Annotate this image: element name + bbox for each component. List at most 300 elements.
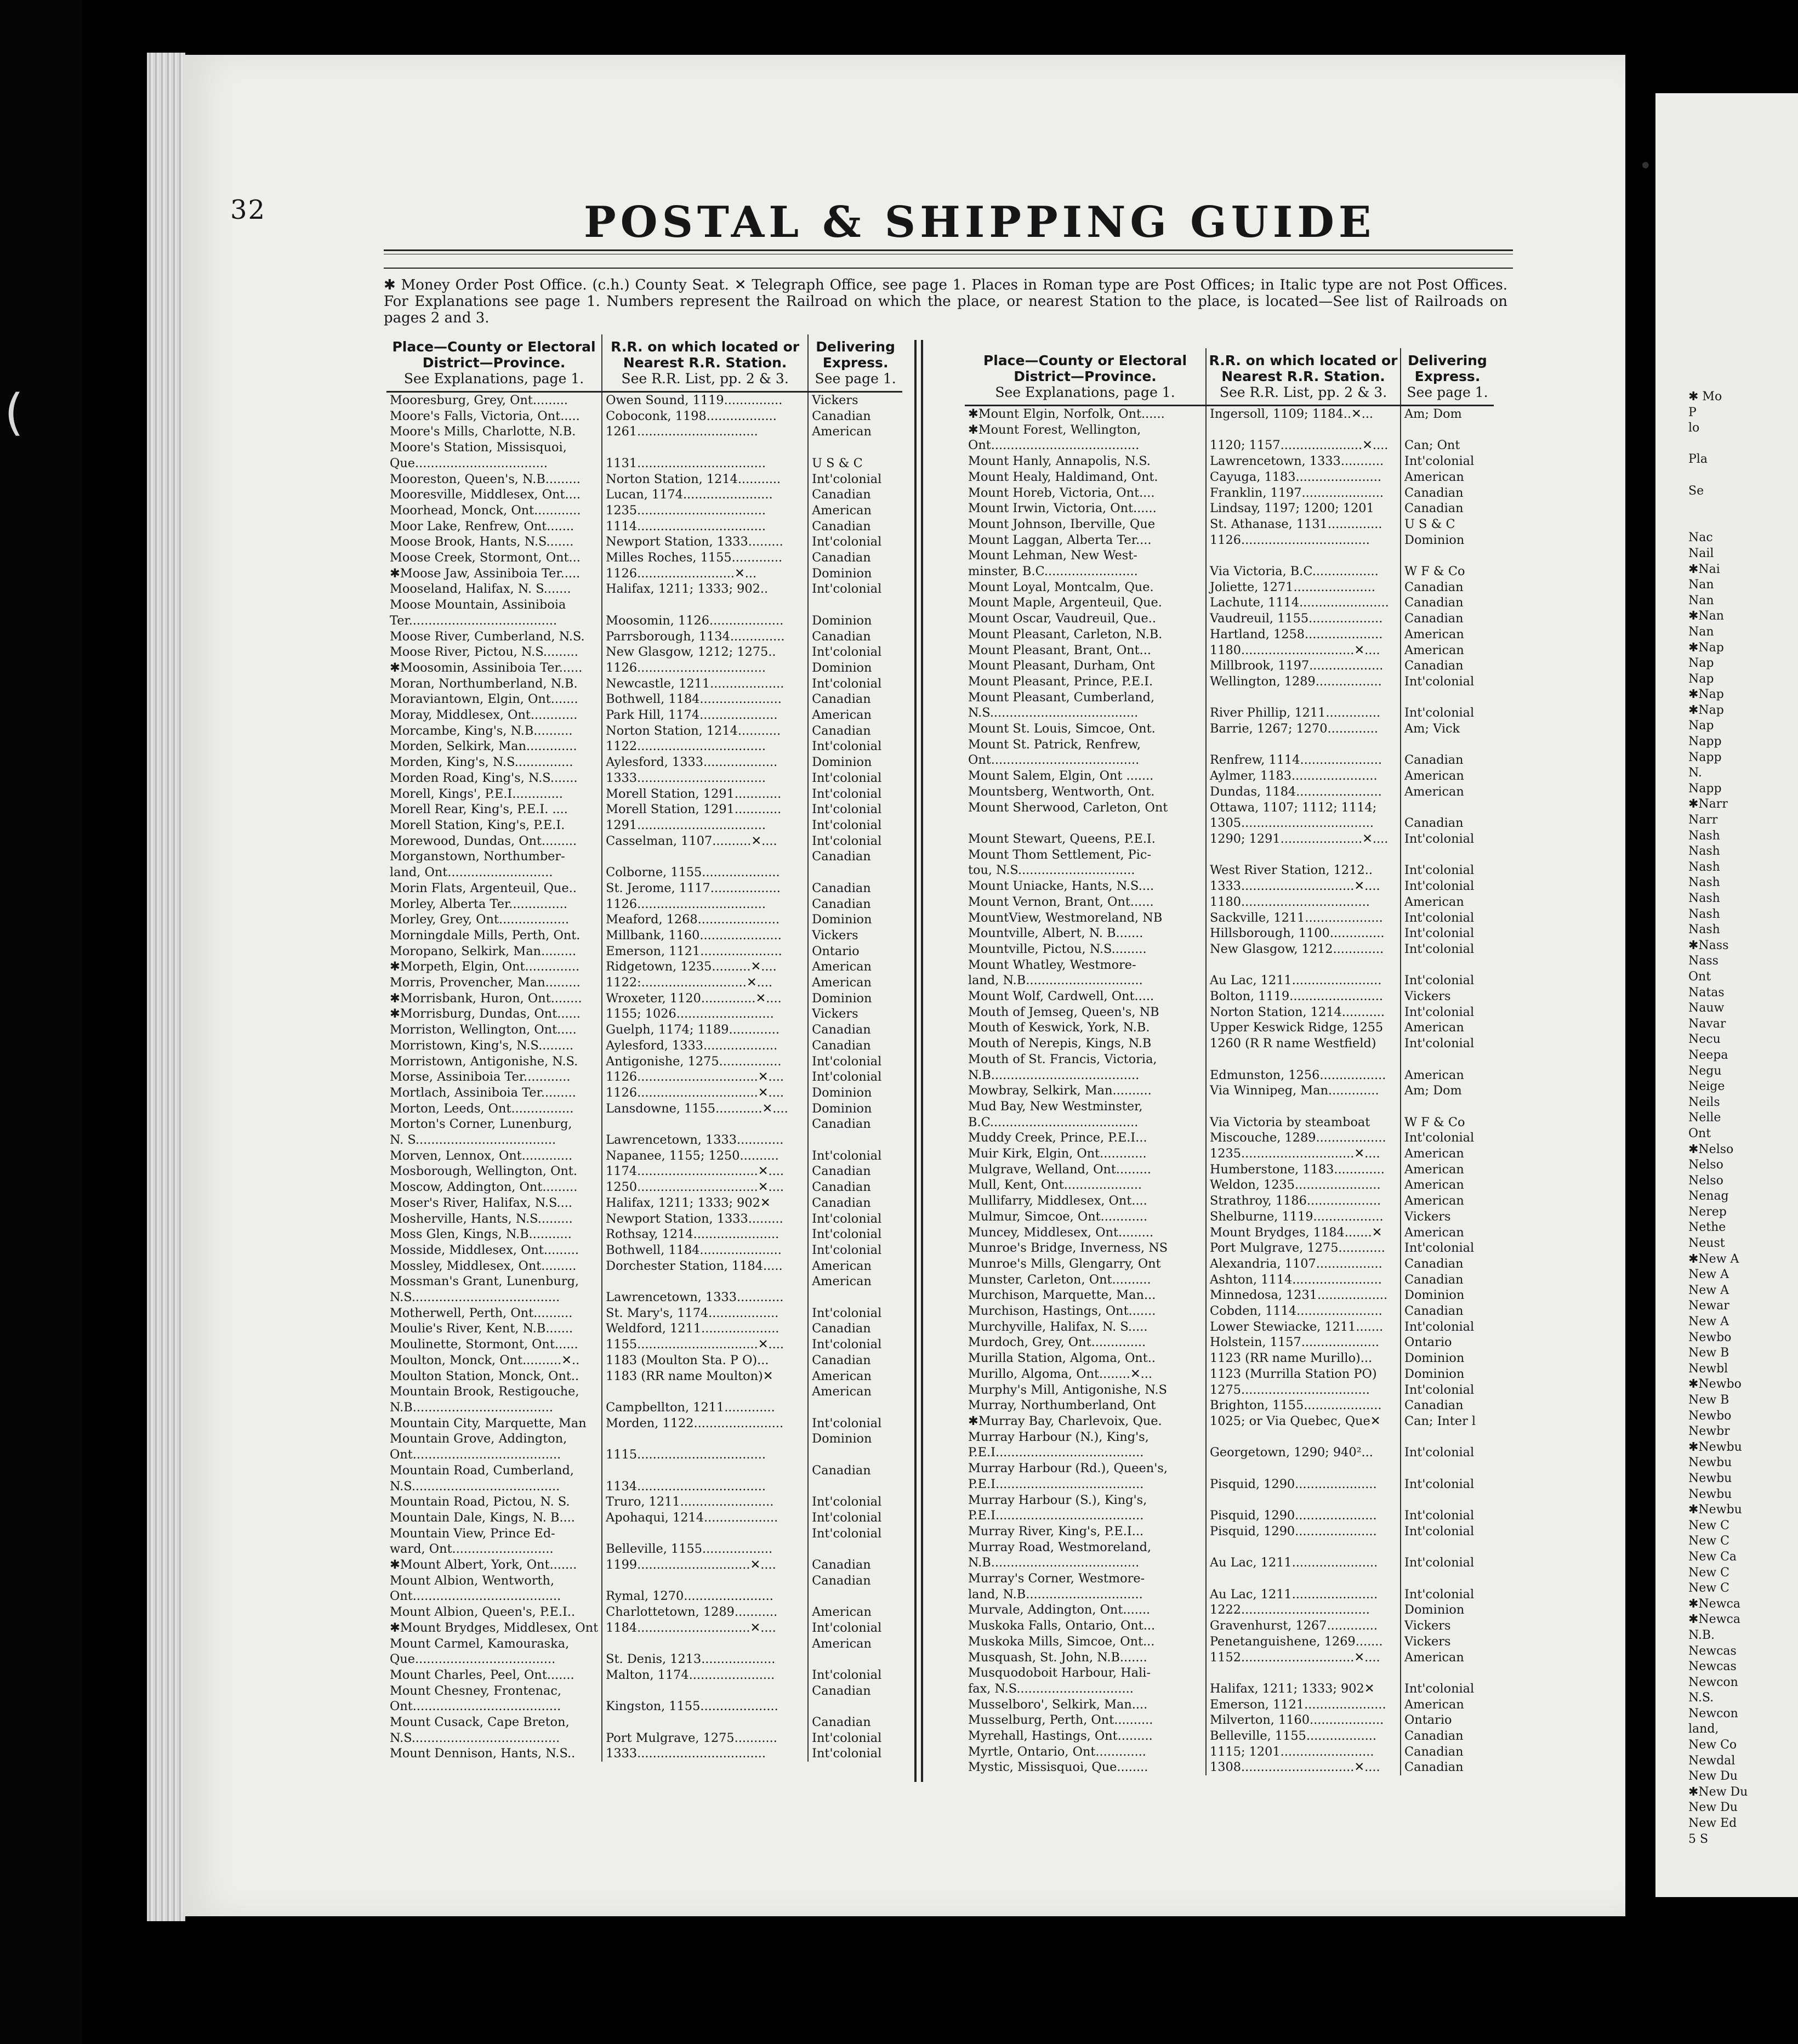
scan-background-left: [0, 0, 82, 2044]
table-row: [386, 676, 902, 692]
table-row: [965, 1665, 1494, 1681]
place-cell: Mountain Dale, Kings, N. B....: [390, 1510, 575, 1525]
table-row: [386, 1258, 902, 1274]
right-page-fragment-line: [1688, 515, 1748, 531]
railroad-cell: Bolton, 1119........................: [1206, 989, 1401, 1004]
place-cell: ✱Morpeth, Elgin, Ont..............: [390, 959, 580, 974]
railroad-cell: Brighton, 1155....................: [1206, 1398, 1401, 1413]
place-cell: Myrtle, Ontario, Ont.............: [968, 1744, 1146, 1759]
railroad-cell: Aylmer, 1183......................: [1206, 768, 1401, 784]
right-page-fragment-line: ✱Nap: [1688, 703, 1724, 717]
header-express: [808, 334, 902, 392]
right-page-fragment-line: Nap: [1688, 672, 1714, 686]
table-row: [386, 975, 902, 991]
place-cell: Murillo, Algoma, Ont........✕...: [968, 1366, 1153, 1381]
express-cell: Canadian: [1401, 1398, 1494, 1413]
railroad-cell: 1115; 1201........................: [1206, 1744, 1401, 1760]
table-row: [386, 613, 902, 629]
railroad-cell: Milverton, 1160...................: [1206, 1712, 1401, 1728]
header-place-sub-right: See Explanations, page 1.: [995, 384, 1175, 400]
place-cell: Musselburg, Perth, Ont..........: [968, 1713, 1153, 1728]
express-cell: American: [1401, 1193, 1494, 1209]
table-row: [386, 928, 902, 944]
express-cell: [808, 1400, 902, 1416]
railroad-cell: Belleville, 1155..................: [602, 1541, 808, 1557]
place-cell: Mullifarry, Middlesex, Ont....: [968, 1194, 1147, 1208]
table-row: [965, 878, 1494, 894]
header-rr-sub: See R.R. List, pp. 2 & 3.: [621, 371, 789, 387]
express-cell: American: [1401, 894, 1494, 910]
header-place-right: [965, 348, 1206, 406]
railroad-cell: 1025; or Via Quebec, Que✕: [1206, 1413, 1401, 1429]
railroad-cell: Pisquid, 1290.....................: [1206, 1524, 1401, 1540]
table-row: [386, 456, 902, 472]
railroad-cell: Meaford, 1268.....................: [602, 912, 808, 928]
table-row: [965, 1571, 1494, 1587]
express-cell: Dominion: [808, 660, 902, 676]
place-cell: Mouth of Keswick, York, N.B.: [968, 1020, 1150, 1035]
express-cell: Am; Dom: [1401, 406, 1494, 422]
page-stack-edge: [147, 53, 185, 1921]
place-cell: Mount Laggan, Alberta Ter....: [968, 532, 1152, 547]
table-row: [386, 1479, 902, 1495]
railroad-cell: 1291.................................: [602, 817, 808, 833]
express-cell: [1401, 690, 1494, 706]
place-cell: Moran, Northumberland, N.B.: [390, 676, 578, 691]
railroad-cell: 1290; 1291.....................✕....: [1206, 831, 1401, 847]
table-row: [965, 1618, 1494, 1634]
express-cell: Dominion: [808, 912, 902, 928]
right-page-fragment-line: ✱Nass: [1688, 938, 1729, 952]
table-row: [386, 754, 902, 770]
place-cell: Morden, King's, N.S...............: [390, 755, 573, 770]
right-page-fragment-line: Nenag: [1688, 1189, 1729, 1203]
right-page-fragment-line: ✱Newbu: [1688, 1503, 1742, 1517]
railroad-cell: Morell Station, 1291............: [602, 802, 808, 817]
right-page-fragment-line: Nash: [1688, 892, 1720, 905]
railroad-cell: 1333.............................✕....: [1206, 878, 1401, 894]
railroad-cell: Weldon, 1235......................: [1206, 1177, 1401, 1193]
place-cell: Moore's Station, Missisquoi,: [390, 440, 567, 455]
railroad-cell: [602, 440, 808, 456]
express-cell: Canadian: [1401, 658, 1494, 674]
right-page-fragment-line: New B: [1688, 1346, 1729, 1360]
table-row: [965, 674, 1494, 690]
railroad-cell: Bothwell, 1184.....................: [602, 1242, 808, 1258]
express-cell: Int'colonial: [1401, 1382, 1494, 1398]
right-page-fragment-line: Neepa: [1688, 1048, 1728, 1062]
place-cell: Mountain Road, Cumberland,: [390, 1463, 574, 1478]
place-cell: Mount Charles, Peel, Ont.......: [390, 1667, 574, 1682]
express-cell: Int'colonial: [1401, 1445, 1494, 1461]
table-row: [386, 1683, 902, 1699]
railroad-cell: Ridgetown, 1235..........✕....: [602, 959, 808, 975]
express-cell: [808, 597, 902, 613]
railroad-cell: Halifax, 1211; 1333; 902✕: [1206, 1681, 1401, 1697]
place-cell: Moray, Middlesex, Ont............: [390, 708, 578, 723]
railroad-cell: Lindsay, 1197; 1200; 1201: [1206, 501, 1401, 516]
railroad-cell: Pisquid, 1290.....................: [1206, 1477, 1401, 1492]
place-cell: minster, B.C........................: [968, 564, 1138, 579]
railroad-cell: 1235.................................: [602, 503, 808, 519]
railroad-cell: 1275.................................: [1206, 1382, 1401, 1398]
railroad-cell: Charlottetown, 1289...........: [602, 1604, 808, 1620]
railroad-cell: [602, 1116, 808, 1132]
express-cell: W F & Co: [1401, 1115, 1494, 1131]
table-row: [965, 862, 1494, 878]
right-column-block: [965, 348, 1494, 1775]
right-page-fragment-line: Nass: [1688, 954, 1719, 968]
table-row: [386, 550, 902, 566]
table-row: [386, 660, 902, 676]
place-cell: P.E.I......................................: [968, 1508, 1144, 1523]
table-row: [386, 1526, 902, 1542]
right-page-fragment-line: ✱Newca: [1688, 1597, 1740, 1611]
express-cell: American: [1401, 768, 1494, 784]
railroad-cell: [1206, 1665, 1401, 1681]
right-page-fragment-line: Natas: [1688, 985, 1725, 1000]
express-cell: Canadian: [808, 1163, 902, 1179]
right-page-fragment-line: Newbu: [1688, 1456, 1732, 1470]
railroad-cell: Lawrencetown, 1333............: [602, 1132, 808, 1148]
express-cell: Int'colonial: [808, 1416, 902, 1432]
table-row: [965, 831, 1494, 847]
place-cell: Murchyville, Halifax, N. S.....: [968, 1319, 1148, 1334]
express-cell: American: [1401, 1068, 1494, 1083]
place-cell: Moore's Falls, Victoria, Ont.....: [390, 408, 580, 423]
table-row: [386, 1038, 902, 1054]
table-row: [965, 595, 1494, 611]
express-cell: American: [1401, 1177, 1494, 1193]
railroad-cell: Milles Roches, 1155.............: [602, 550, 808, 566]
place-cell: Mooreston, Queen's, N.B.........: [390, 472, 581, 486]
railroad-cell: Halifax, 1211; 1333; 902✕: [602, 1195, 808, 1211]
railroad-cell: Minnedosa, 1231..................: [1206, 1287, 1401, 1303]
railroad-cell: Norton Station, 1214...........: [602, 723, 808, 739]
railroad-cell: Via Victoria, B.C.................: [1206, 564, 1401, 580]
place-cell: Ont......................................: [968, 753, 1140, 768]
table-row: [386, 1069, 902, 1085]
express-cell: [808, 1479, 902, 1495]
place-cell: Moraviantown, Elgin, Ont.......: [390, 692, 578, 707]
express-cell: Dominion: [1401, 1602, 1494, 1618]
express-cell: American: [808, 707, 902, 723]
place-cell: Morningdale Mills, Perth, Ont.: [390, 928, 581, 942]
place-cell: Morriston, Wellington, Ont.....: [390, 1023, 577, 1037]
table-row: [965, 1413, 1494, 1429]
express-cell: American: [1401, 627, 1494, 643]
title-rule-bottom: [384, 268, 1513, 269]
table-row: [386, 1714, 902, 1730]
express-cell: Int'colonial: [1401, 1240, 1494, 1256]
express-cell: Int'colonial: [1401, 941, 1494, 957]
place-cell: Morris, Provencher, Man.........: [390, 975, 581, 990]
place-cell: Morganstown, Northumber-: [390, 849, 565, 864]
place-cell: Mosherville, Hants, N.S.........: [390, 1211, 573, 1226]
railroad-cell: Guelph, 1174; 1189.............: [602, 1022, 808, 1038]
table-row: [965, 752, 1494, 768]
place-cell: Morristown, King's, N.S.........: [390, 1038, 574, 1053]
place-cell: Mount Healy, Haldimand, Ont.: [968, 469, 1158, 484]
right-page-fragment-line: Newbo: [1688, 1330, 1732, 1344]
place-cell: N.S......................................: [390, 1730, 560, 1745]
header-place-sub: See Explanations, page 1.: [403, 371, 584, 387]
place-cell: Mount Pleasant, Brant, Ont...: [968, 643, 1151, 657]
express-cell: American: [808, 424, 902, 440]
railroad-cell: Franklin, 1197.....................: [1206, 485, 1401, 501]
express-cell: Canadian: [808, 1321, 902, 1337]
express-cell: Canadian: [808, 1179, 902, 1195]
place-cell: ✱Moose Jaw, Assiniboia Ter.....: [390, 566, 581, 581]
railroad-cell: Port Mulgrave, 1275............: [1206, 1240, 1401, 1256]
railroad-cell: Halifax, 1211; 1333; 902..: [602, 581, 808, 597]
railroad-cell: 1308.............................✕....: [1206, 1759, 1401, 1775]
railroad-cell: Hillsborough, 1100..............: [1206, 926, 1401, 941]
railroad-cell: 1155; 1026.........................: [602, 1006, 808, 1022]
right-page-fragment-line: 5 S: [1688, 1832, 1709, 1846]
table-row: [386, 770, 902, 786]
table-row: [386, 1541, 902, 1557]
header-express-title-right: Delivering Express.: [1408, 353, 1487, 384]
table-row: [965, 422, 1494, 438]
express-cell: Int'colonial: [1401, 973, 1494, 989]
table-row: [965, 1272, 1494, 1288]
table-row: [965, 1681, 1494, 1697]
railroad-cell: [1206, 1099, 1401, 1115]
railroad-cell: Lawrencetown, 1333...........: [1206, 453, 1401, 469]
table-row: [386, 1337, 902, 1353]
table-row: [965, 1004, 1494, 1020]
railroad-cell: Via Winnipeg, Man.............: [1206, 1083, 1401, 1099]
railroad-cell: Weldford, 1211....................: [602, 1321, 808, 1337]
place-cell: Mount Carmel, Kamouraska,: [390, 1636, 570, 1651]
railroad-cell: Apohaqui, 1214...................: [602, 1510, 808, 1526]
place-cell: Mount St. Louis, Simcoe, Ont.: [968, 722, 1156, 736]
table-row: [965, 690, 1494, 706]
table-row: [386, 1211, 902, 1227]
express-cell: [808, 1132, 902, 1148]
table-row: [965, 1712, 1494, 1728]
express-cell: [808, 440, 902, 456]
right-page-fragment-line: Newbo: [1688, 1409, 1732, 1423]
express-cell: Canadian: [1401, 752, 1494, 768]
table-row: [965, 894, 1494, 910]
express-cell: U S & C: [1401, 516, 1494, 532]
railroad-cell: 1183 (Moulton Sta. P O)...: [602, 1353, 808, 1369]
place-cell: Moose River, Cumberland, N.S.: [390, 629, 585, 644]
right-page-fragment-line: Necu: [1688, 1032, 1721, 1047]
railroad-cell: Owen Sound, 1119...............: [602, 392, 808, 408]
place-cell: Mount Sherwood, Carleton, Ont: [968, 800, 1168, 815]
right-page-text-column: [1688, 389, 1748, 1847]
railroad-cell: St. Athanase, 1131..............: [1206, 516, 1401, 532]
railroad-cell: Cobden, 1114......................: [1206, 1303, 1401, 1319]
table-row: [965, 469, 1494, 485]
express-cell: Int'colonial: [808, 534, 902, 550]
table-row: [386, 424, 902, 440]
scan-dot: •: [1639, 154, 1652, 179]
express-cell: Canadian: [808, 896, 902, 912]
railroad-cell: Lower Stewiacke, 1211.......: [1206, 1319, 1401, 1335]
express-cell: Int'colonial: [1401, 1681, 1494, 1697]
place-cell: Murray Harbour (S.), King's,: [968, 1492, 1147, 1507]
table-row: [965, 957, 1494, 973]
express-cell: Int'colonial: [808, 739, 902, 754]
railroad-cell: [1206, 1052, 1401, 1068]
express-cell: Dominion: [1401, 532, 1494, 548]
railroad-cell: [1206, 1571, 1401, 1587]
express-cell: Canadian: [808, 1573, 902, 1589]
express-cell: Canadian: [808, 1463, 902, 1479]
right-page-fragment-line: Newdal: [1688, 1753, 1736, 1768]
right-page-fragment-line: New Ed: [1688, 1816, 1737, 1831]
express-cell: Int'colonial: [1401, 910, 1494, 926]
table-row: [386, 1557, 902, 1573]
table-row: [965, 564, 1494, 580]
railroad-cell: Au Lac, 1211.......................: [1206, 973, 1401, 989]
express-cell: [808, 1699, 902, 1714]
express-cell: Int'colonial: [1401, 862, 1494, 878]
place-cell: Mount St. Patrick, Renfrew,: [968, 737, 1141, 752]
railroad-cell: Casselman, 1107..........✕....: [602, 833, 808, 849]
railroad-cell: Ingersoll, 1109; 1184..✕...: [1206, 406, 1401, 422]
table-row: [386, 1431, 902, 1447]
legend-text: ✱ Money Order Post Office. (c.h.) County Seat. ✕ Telegraph Office, see page 1. Places in Roman type are Post Offices; in Italic type are not Post Offices. For Explanations see page 1. Numbers represent the Railroad on which the place, or nearest Station to the place, is located—See list of Railroads on pages 2 and 3.: [384, 277, 1507, 326]
express-cell: Dominion: [808, 754, 902, 770]
right-page-fragment-line: ✱Narr: [1688, 797, 1728, 811]
express-cell: [808, 1447, 902, 1463]
place-cell: Musselboro', Selkirk, Man....: [968, 1697, 1148, 1712]
place-cell: Ont......................................: [390, 1589, 561, 1604]
right-page-fragment-line: lo: [1688, 421, 1700, 435]
right-page-fragment-line: ✱Nan: [1688, 609, 1724, 623]
table-row: [386, 1321, 902, 1337]
express-cell: Int'colonial: [1401, 1477, 1494, 1492]
place-cell: Mount Hanly, Annapolis, N.S.: [968, 454, 1151, 469]
table-row: [965, 1130, 1494, 1146]
page-number: 32: [230, 195, 266, 225]
place-cell: land, N.B..............................: [968, 1587, 1143, 1602]
table-row: [386, 1054, 902, 1070]
table-row: [386, 1699, 902, 1714]
railroad-cell: 1184.............................✕....: [602, 1620, 808, 1636]
table-row: [965, 1650, 1494, 1666]
place-cell: B.C......................................: [968, 1115, 1139, 1129]
right-page-fragment-line: Nan: [1688, 593, 1714, 607]
table-row: [386, 802, 902, 817]
express-cell: Canadian: [1401, 1256, 1494, 1272]
table-row: [965, 1587, 1494, 1603]
place-cell: N.S......................................: [968, 706, 1139, 720]
railroad-cell: Georgetown, 1290; 940²...: [1206, 1445, 1401, 1461]
railroad-cell: Kingston, 1155....................: [602, 1699, 808, 1714]
railroad-cell: Norton Station, 1214...........: [602, 472, 808, 487]
railroad-cell: River Phillip, 1211..............: [1206, 705, 1401, 721]
place-cell: N.B....................................: [390, 1400, 553, 1415]
right-table-body: [965, 406, 1494, 1776]
table-row: [386, 1369, 902, 1384]
place-cell: Mount Pleasant, Durham, Ont: [968, 658, 1155, 673]
place-cell: Munroe's Mills, Glengarry, Ont: [968, 1256, 1161, 1271]
right-page-fragment-line: ✱New Du: [1688, 1785, 1748, 1799]
right-page-fragment-line: New B: [1688, 1393, 1729, 1407]
express-cell: American: [1401, 1225, 1494, 1241]
place-cell: ✱Mount Brydges, Middlesex, Ont: [390, 1620, 599, 1635]
table-row: [965, 1697, 1494, 1713]
table-row: [386, 1163, 902, 1179]
railroad-cell: 1180.............................✕....: [1206, 643, 1401, 658]
express-cell: Int'colonial: [808, 833, 902, 849]
table-row: [965, 438, 1494, 453]
table-row: [386, 881, 902, 896]
express-cell: Canadian: [1401, 1759, 1494, 1775]
right-page-fragment-line: New Du: [1688, 1769, 1738, 1784]
railroad-cell: 1115.................................: [602, 1447, 808, 1463]
express-cell: Int'colonial: [808, 581, 902, 597]
right-page-fragment-line: land,: [1688, 1722, 1719, 1736]
place-cell: Munroe's Bridge, Inverness, NS: [968, 1241, 1168, 1256]
railroad-cell: 1235.............................✕....: [1206, 1146, 1401, 1162]
right-page-fragment-line: Nash: [1688, 844, 1720, 859]
railroad-cell: Upper Keswick Ridge, 1255: [1206, 1020, 1401, 1036]
place-cell: Mud Bay, New Westminster,: [968, 1099, 1143, 1114]
railroad-cell: 1120; 1157.....................✕....: [1206, 438, 1401, 453]
place-cell: Mount Pleasant, Cumberland,: [968, 690, 1155, 705]
table-row: [386, 581, 902, 597]
express-cell: Canadian: [1401, 1728, 1494, 1744]
railroad-cell: 1305..................................: [1206, 815, 1401, 831]
express-cell: Vickers: [808, 928, 902, 944]
railroad-cell: Morell Station, 1291............: [602, 786, 808, 802]
express-cell: W F & Co: [1401, 564, 1494, 580]
right-page-fragment-line: N.: [1688, 766, 1702, 780]
right-page-fragment-line: Neige: [1688, 1080, 1725, 1094]
place-cell: N.S......................................: [390, 1479, 560, 1494]
header-rr-title-right: R.R. on which located or Nearest R.R. Station.: [1209, 353, 1398, 384]
table-row: [386, 865, 902, 881]
table-row: [386, 1651, 902, 1667]
express-cell: Int'colonial: [808, 472, 902, 487]
railroad-cell: 1250...............................✕....: [602, 1179, 808, 1195]
railroad-cell: Holstein, 1157....................: [1206, 1335, 1401, 1350]
right-page-fragment-line: Newbu: [1688, 1487, 1732, 1501]
right-page-fragment-line: Nash: [1688, 860, 1720, 874]
right-page-fragment-line: Newcas: [1688, 1644, 1737, 1658]
table-row: [386, 1746, 902, 1762]
table-row: [965, 1398, 1494, 1413]
place-cell: Mulgrave, Welland, Ont.........: [968, 1162, 1151, 1177]
right-table-header: [965, 348, 1494, 406]
railroad-cell: [1206, 1492, 1401, 1508]
railroad-cell: [1206, 422, 1401, 438]
express-cell: [1401, 1052, 1494, 1068]
place-cell: Mowbray, Selkirk, Man..........: [968, 1083, 1152, 1098]
express-cell: Canadian: [808, 1714, 902, 1730]
table-row: [965, 1020, 1494, 1036]
table-row: [965, 1524, 1494, 1540]
place-cell: land, Ont...........................: [390, 865, 553, 880]
express-cell: American: [1401, 1162, 1494, 1178]
table-row: [386, 991, 902, 1007]
railroad-cell: [602, 1526, 808, 1542]
express-cell: Int'colonial: [1401, 878, 1494, 894]
express-cell: Vickers: [1401, 1618, 1494, 1634]
place-cell: Moorhead, Monck, Ont............: [390, 503, 581, 518]
railroad-cell: Rothsay, 1214......................: [602, 1227, 808, 1242]
right-page-fragment-line: New Ca: [1688, 1549, 1737, 1564]
table-row: [965, 1209, 1494, 1225]
right-page-fragment-line: ✱New A: [1688, 1252, 1739, 1266]
